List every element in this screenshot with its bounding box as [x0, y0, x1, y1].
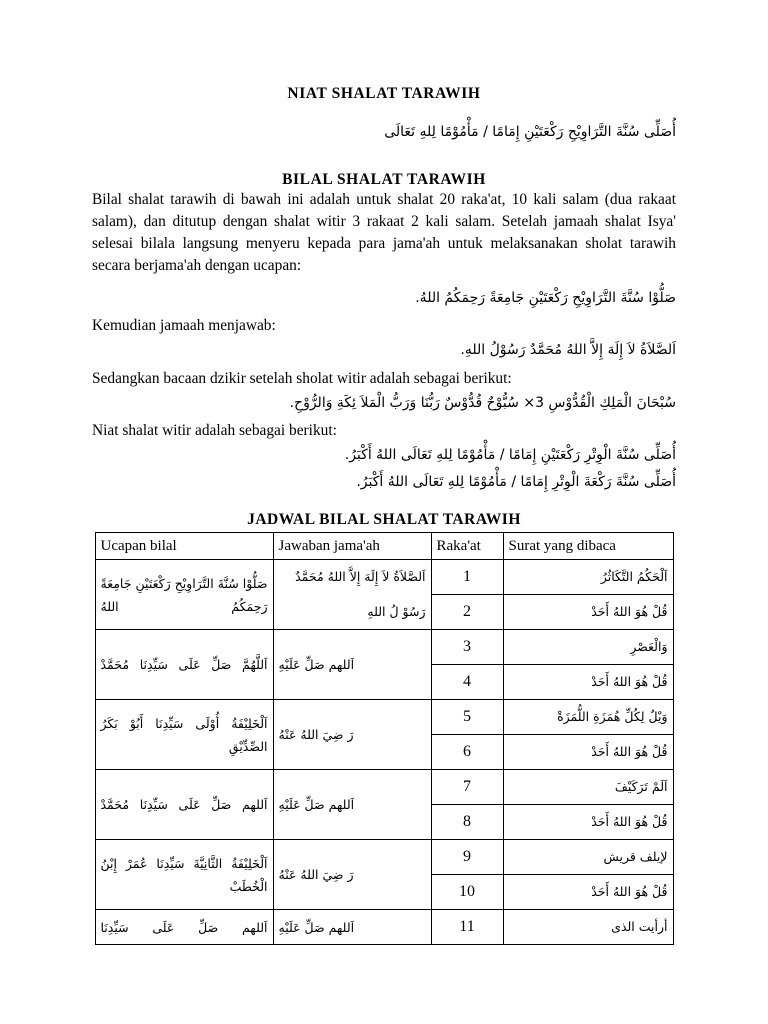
table-header-row: [95, 533, 673, 560]
cell-rakaat: 4: [431, 665, 503, 700]
section-title-bilal: BILAL SHALAT TARAWIH: [282, 170, 486, 188]
spacer: [92, 495, 676, 511]
cell-jawaban-jamaah: اَللهم صَلِّ عَلَيْهِ: [273, 630, 431, 700]
cell-jawaban-jamaah: رَ ضِيَ اللهُ عَنْهُ: [273, 700, 431, 770]
cell-rakaat: 6: [431, 735, 503, 770]
cell-rakaat: 2: [431, 595, 503, 630]
cell-rakaat: 10: [431, 875, 503, 910]
table-head: [95, 533, 673, 560]
table-title: JADWAL BILAL SHALAT TARAWIH: [247, 511, 521, 529]
cell-ucapan-bilal: صَلُّوْا سُنَّةَ التَّرَاوِيْحِ رَكْعَتَيْنِ جَامِعَةً رَحِمَكُمُ اللهُ: [95, 560, 273, 630]
label-niat-witir: Niat shalat witir adalah sebagai berikut:: [92, 422, 337, 440]
cell-ucapan-bilal: اَلْخَلِيْفَةُ أُوْلَى سَيِّدِنَا أَبُوْ بَكَرُ الصِّدِّيْقِ: [95, 700, 273, 770]
cell-rakaat: 7: [431, 770, 503, 805]
cell-ucapan-bilal: اَلْخَلِيْفَةُ الثَّانِيَّةَ سَيِّدِنَا عُمَرْ إِبْنُ الْخُطَبْ: [95, 840, 273, 910]
cell-surat: اَلَمْ تَرَكَيْفَ: [503, 770, 673, 805]
cell-surat: أرأيت الذى: [503, 910, 673, 945]
cell-jawaban-jamaah: رَسُوْ لُ اللهِ: [273, 595, 431, 630]
cell-ucapan-bilal: اَللَّهُمَّ صَلِّ عَلَى سَيِّدِنَا مُحَمَّدْ: [95, 630, 273, 700]
cell-surat: وَيْلٌ لِكُلِّ هُمَزَةِ اللُّمَزَةْ: [503, 700, 673, 735]
cell-surat: قُلْ هُوَ اللهُ أَحَدْ: [503, 665, 673, 700]
cell-jawaban-jamaah: اَلصَّلاَةُ لاَ إِلَهَ إِلاَّ اللهُ مُحَمَّدٌ: [273, 560, 431, 595]
table-row: [95, 770, 673, 805]
cell-surat: اَلْحَكُمُ التَّكَاثُرُ: [503, 560, 673, 595]
cell-ucapan-bilal: اَللهم صَلِّ عَلَى سَيِّدِنَا مُحَمَّدْ: [95, 770, 273, 840]
cell-surat: قُلْ هُوَ اللهُ أَحَدْ: [503, 875, 673, 910]
cell-jawaban-jamaah: اَللهم صَلِّ عَلَيْهِ: [273, 770, 431, 840]
cell-surat: قُلْ هُوَ اللهُ أَحَدْ: [503, 805, 673, 840]
cell-rakaat: 8: [431, 805, 503, 840]
table-body: [95, 560, 673, 945]
cell-surat: قُلْ هُوَ اللهُ أَحَدْ: [503, 735, 673, 770]
cell-rakaat: 9: [431, 840, 503, 875]
jadwal-table: [95, 532, 674, 945]
cell-rakaat: 5: [431, 700, 503, 735]
cell-jawaban-jamaah: رَ ضِيَ اللهُ عَنْهُ: [273, 840, 431, 910]
witir-arabic-text-2: أُصَلِّى سُنَّةَ رَكْعَةَ الْوِتْرِ إِمَامًا / مَأْمُوْمًا لِلهِ تَعَالَى اللهُ أَكْبَرُ.: [356, 473, 676, 490]
cell-surat: لإيلف قريش: [503, 840, 673, 875]
column-header-jawaban-jamaah: Jawaban jama'ah: [273, 533, 431, 560]
label-jawaban-jamaah: Kemudian jamaah menjawab:: [92, 317, 276, 335]
dzikir-arabic-text: سُبْحَانَ الْمَلِكِ الْقُدُّوْسِ 3× سُبُّوْحٌ قُدُّوْسٌ رَبُّنَا وَرَبُّ الْمَلاَ ئِكَةِ وَالرُّوْحِ.: [289, 394, 676, 411]
label-dzikir: Sedangkan bacaan dzikir setelah sholat witir adalah sebagai berikut:: [92, 369, 512, 387]
niat-arabic-text: أُصَلِّى سُنَّةَ التَّرَاوِيْحِ رَكْعَتَيْنِ إِمَامًا / مَأْمُوْمًا لِلهِ تَعَالَى: [384, 124, 676, 141]
spacer: [92, 277, 676, 285]
column-header-ucapan-bilal: Ucapan bilal: [95, 533, 273, 560]
table-row: [95, 840, 673, 875]
page-title-niat: NIAT SHALAT TARAWIH: [287, 85, 481, 102]
spacer: [92, 146, 676, 162]
cell-jawaban-jamaah: اَللهم صَلِّ عَلَيْهِ: [273, 910, 431, 945]
spacer: [92, 103, 676, 119]
cell-surat: وَالْعَصْرِ: [503, 630, 673, 665]
spacer: [92, 162, 676, 170]
cell-rakaat: 1: [431, 560, 503, 595]
witir-arabic-text-1: أُصَلِّى سُنَّةَ الْوِتْرِ رَكْعَتَيْنِ إِمَامًا / مَأْمُوْمًا لِلهِ تَعَالَى اللهُ أَكْبَرُ.: [344, 447, 676, 464]
column-header-rakaat: Raka'at: [431, 533, 503, 560]
seruan-arabic-text: صَلُّوْا سُنَّةَ التَّرَاوِيْحِ رَكْعَتَيْنِ جَامِعَةً رَحِمَكُمُ اللهُ.: [415, 289, 676, 306]
cell-rakaat: 3: [431, 630, 503, 665]
table-row: [95, 630, 673, 665]
intro-paragraph: Bilal shalat tarawih di bawah ini adalah untuk shalat 20 raka'at, 10 kali salam (dua rakaat salam), dan ditutup dengan shalat witir 3 rakaat 2 kali salam. Setelah jamaah shalat Isya' selesai bilala langsung menyeru kepada para jama'ah untuk melaksanakan sholat tarawih secara berjama'ah dengan ucapan:: [92, 191, 676, 274]
cell-rakaat: 11: [431, 910, 503, 945]
column-header-surat: Surat yang dibaca: [503, 533, 673, 560]
jawaban-arabic-text: اَلصَّلاَةُ لاَ إِلَهَ إِلاَّ اللهُ مُحَمَّدٌ رَسُوْلُ اللهِ.: [460, 342, 676, 359]
table-row: [95, 700, 673, 735]
table-row: [95, 910, 673, 945]
table-row: [95, 560, 673, 595]
cell-ucapan-bilal: اَللهم صَلِّ عَلَى سَيِّدِنَا: [95, 910, 273, 945]
cell-surat: قُلْ هُوَ اللهُ أَحَدْ: [503, 595, 673, 630]
